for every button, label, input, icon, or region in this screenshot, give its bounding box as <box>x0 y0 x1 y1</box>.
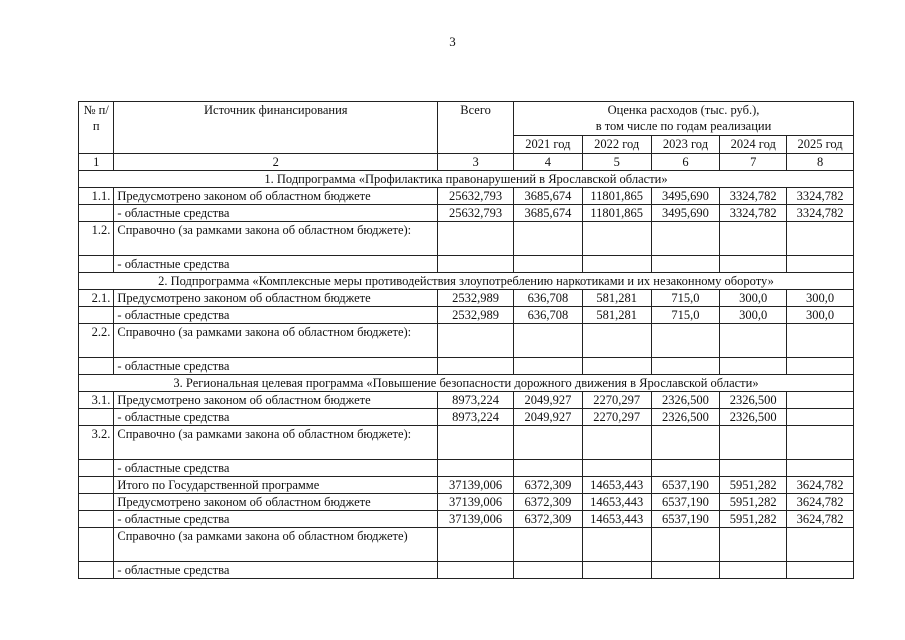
value-cell: 3624,782 <box>787 477 854 494</box>
index-cell: 8 <box>787 154 854 171</box>
header-year: 2025 год <box>787 136 854 154</box>
value-cell: 3324,782 <box>720 205 787 222</box>
value-cell: 25632,793 <box>438 205 514 222</box>
value-cell: 2532,989 <box>438 290 514 307</box>
value-cell: 581,281 <box>582 307 651 324</box>
header-estimate-line2: в том числе по годам реализации <box>595 119 772 133</box>
row-number: 1.1. <box>79 188 114 205</box>
value-cell: 6537,190 <box>651 511 720 528</box>
value-cell: 6372,309 <box>514 477 583 494</box>
index-cell: 4 <box>514 154 583 171</box>
value-cell <box>787 409 854 426</box>
value-cell: 37139,006 <box>438 511 514 528</box>
value-cell: 2270,297 <box>582 409 651 426</box>
row-label: Справочно (за рамками закона об областном бюджете): <box>114 222 438 256</box>
table-row <box>79 392 854 409</box>
table-row <box>79 222 854 256</box>
value-cell: 2326,500 <box>720 392 787 409</box>
table-row <box>79 358 854 375</box>
section-title: 1. Подпрограмма «Профилактика правонарушений в Ярославской области» <box>79 171 854 188</box>
value-cell: 3685,674 <box>514 205 583 222</box>
index-cell: 7 <box>720 154 787 171</box>
value-cell <box>787 392 854 409</box>
index-cell: 2 <box>114 154 438 171</box>
header-year: 2022 год <box>582 136 651 154</box>
table-row <box>79 562 854 579</box>
table-row <box>79 290 854 307</box>
header-source: Источник финансирования <box>114 102 438 154</box>
value-cell: 11801,865 <box>582 205 651 222</box>
row-label: - областные средства <box>114 205 438 222</box>
value-cell: 3495,690 <box>651 205 720 222</box>
table-row <box>79 494 854 511</box>
header-year: 2021 год <box>514 136 583 154</box>
section-title: 2. Подпрограмма «Комплексные меры противодействия злоупотреблению наркотиками и их незаконному обороту» <box>79 273 854 290</box>
value-cell: 37139,006 <box>438 494 514 511</box>
value-cell: 2270,297 <box>582 392 651 409</box>
row-number: 3.1. <box>79 392 114 409</box>
header-estimate-line1: Оценка расходов (тыс. руб.), <box>607 103 760 117</box>
value-cell: 6372,309 <box>514 511 583 528</box>
value-cell: 2326,500 <box>651 392 720 409</box>
value-cell: 8973,224 <box>438 409 514 426</box>
index-cell: 5 <box>582 154 651 171</box>
table-row <box>79 528 854 562</box>
value-cell: 14653,443 <box>582 494 651 511</box>
row-label: - областные средства <box>114 358 438 375</box>
row-label: Предусмотрено законом об областном бюджете <box>114 188 438 205</box>
value-cell: 2049,927 <box>514 409 583 426</box>
row-label: Справочно (за рамками закона об областном бюджете): <box>114 426 438 460</box>
row-number: 1.2. <box>79 222 114 256</box>
row-number <box>79 205 114 222</box>
row-label: - областные средства <box>114 511 438 528</box>
row-label: Справочно (за рамками закона об областном бюджете): <box>114 324 438 358</box>
header-num: № п/п <box>79 102 114 154</box>
header-estimate <box>514 102 854 136</box>
value-cell: 3324,782 <box>720 188 787 205</box>
table-row <box>79 409 854 426</box>
value-cell: 715,0 <box>651 290 720 307</box>
value-cell: 2326,500 <box>651 409 720 426</box>
row-label: - областные средства <box>114 562 438 579</box>
row-label: Справочно (за рамками закона об областном бюджете) <box>114 528 438 562</box>
table-row <box>79 307 854 324</box>
row-label: Итого по Государственной программе <box>114 477 438 494</box>
value-cell: 3624,782 <box>787 511 854 528</box>
row-number: 3.2. <box>79 426 114 460</box>
value-cell: 25632,793 <box>438 188 514 205</box>
table-row <box>79 460 854 477</box>
value-cell: 300,0 <box>720 290 787 307</box>
table-row <box>79 256 854 273</box>
value-cell: 5951,282 <box>720 511 787 528</box>
value-cell: 636,708 <box>514 290 583 307</box>
row-label: - областные средства <box>114 460 438 477</box>
table-row <box>79 477 854 494</box>
header-year: 2023 год <box>651 136 720 154</box>
value-cell: 3624,782 <box>787 494 854 511</box>
value-cell: 6537,190 <box>651 494 720 511</box>
table-row <box>79 426 854 460</box>
row-label: Предусмотрено законом об областном бюджете <box>114 494 438 511</box>
value-cell: 37139,006 <box>438 477 514 494</box>
header-total: Всего <box>438 102 514 154</box>
row-label: Предусмотрено законом об областном бюджете <box>114 290 438 307</box>
header-year: 2024 год <box>720 136 787 154</box>
value-cell: 6372,309 <box>514 494 583 511</box>
value-cell: 2049,927 <box>514 392 583 409</box>
value-cell: 636,708 <box>514 307 583 324</box>
value-cell: 3324,782 <box>787 188 854 205</box>
value-cell: 5951,282 <box>720 494 787 511</box>
page-number: 3 <box>449 34 456 49</box>
value-cell: 3685,674 <box>514 188 583 205</box>
row-label: - областные средства <box>114 256 438 273</box>
section-title: 3. Региональная целевая программа «Повышение безопасности дорожного движения в Ярославской области» <box>79 375 854 392</box>
value-cell: 2532,989 <box>438 307 514 324</box>
table-row <box>79 205 854 222</box>
row-number: 2.2. <box>79 324 114 358</box>
index-cell: 3 <box>438 154 514 171</box>
value-cell: 715,0 <box>651 307 720 324</box>
value-cell: 11801,865 <box>582 188 651 205</box>
table-row <box>79 188 854 205</box>
value-cell: 581,281 <box>582 290 651 307</box>
index-cell: 1 <box>79 154 114 171</box>
value-cell: 300,0 <box>720 307 787 324</box>
value-cell: 8973,224 <box>438 392 514 409</box>
value-cell: 3324,782 <box>787 205 854 222</box>
table-row <box>79 324 854 358</box>
value-cell: 14653,443 <box>582 511 651 528</box>
value-cell: 300,0 <box>787 290 854 307</box>
value-cell: 14653,443 <box>582 477 651 494</box>
value-cell: 2326,500 <box>720 409 787 426</box>
value-cell: 5951,282 <box>720 477 787 494</box>
table-row <box>79 511 854 528</box>
row-label: - областные средства <box>114 307 438 324</box>
value-cell: 300,0 <box>787 307 854 324</box>
value-cell: 3495,690 <box>651 188 720 205</box>
index-cell: 6 <box>651 154 720 171</box>
row-label: - областные средства <box>114 409 438 426</box>
value-cell: 6537,190 <box>651 477 720 494</box>
row-label: Предусмотрено законом об областном бюджете <box>114 392 438 409</box>
financing-table <box>78 101 854 579</box>
row-number: 2.1. <box>79 290 114 307</box>
